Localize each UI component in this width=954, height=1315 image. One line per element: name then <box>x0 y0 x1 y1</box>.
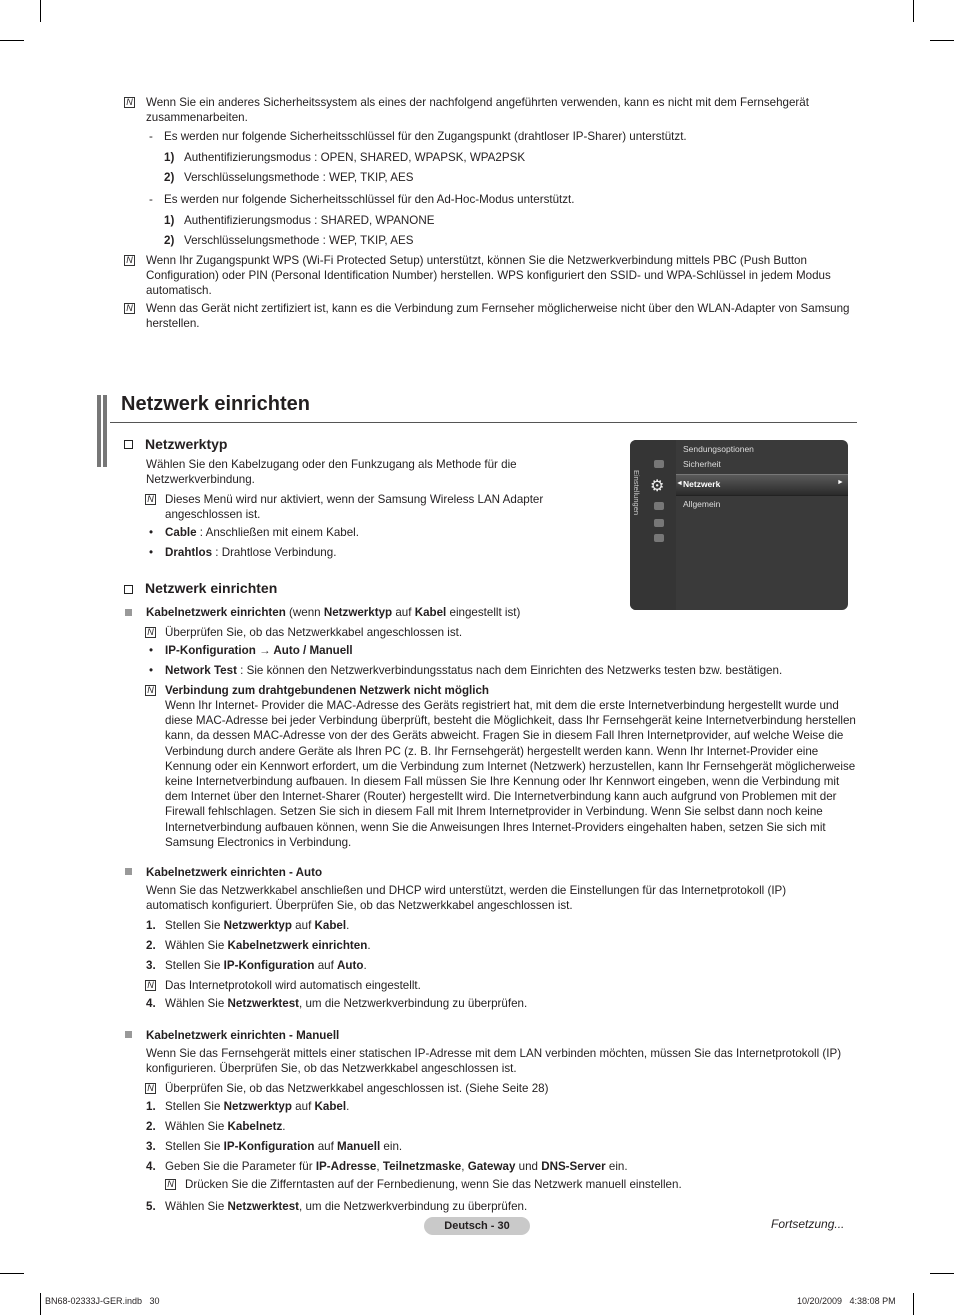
bullet: • <box>149 546 154 559</box>
square-bullet-icon <box>125 609 132 616</box>
title-bar <box>103 395 107 467</box>
dash-text: Es werden nur folgende Sicherheitsschlüssel für den Ad-Hoc-Modus unterstützt. <box>164 193 575 206</box>
crop-mark <box>930 40 954 41</box>
list-text: Authentifizierungsmodus : OPEN, SHARED, WPAPSK, WPA2PSK <box>184 151 526 164</box>
step-text: Wählen Sie Kabelnetzwerk einrichten. <box>165 939 371 952</box>
menu-item-netzwerk[interactable]: Netzwerk <box>683 479 721 489</box>
step-text: Wählen Sie Netzwerktest, um die Netzwerkverbindung zu überprüfen. <box>165 1200 528 1213</box>
note-icon: N <box>124 255 135 266</box>
menu-icon <box>654 502 664 510</box>
crop-mark <box>40 1293 41 1315</box>
note-icon: N <box>145 1083 156 1094</box>
crop-mark <box>913 0 914 22</box>
crop-mark <box>930 1273 954 1274</box>
chevron-left-icon: ◄ <box>676 480 683 487</box>
note-text: Das Internetprotokoll wird automatisch eingestellt. <box>165 979 421 992</box>
bullet-text: Drahtlos : Drahtlose Verbindung. <box>165 546 337 559</box>
timestamp: 10/20/2009 4:38:08 PM <box>797 1296 896 1306</box>
list-number: 1) <box>164 214 175 227</box>
subsection-heading: Netzwerktyp <box>145 436 228 452</box>
square-bullet-icon <box>125 868 132 875</box>
bullet: • <box>149 644 154 657</box>
menu-icon-strip <box>630 440 676 610</box>
menu-item-sendungsoptionen[interactable]: Sendungsoptionen <box>683 444 754 454</box>
kabel-title: Kabelnetzwerk einrichten (wenn Netzwerktyp auf Kabel eingestellt ist) <box>146 606 521 619</box>
paragraph: Wählen Sie den Kabelzugang oder den Funkzugang als Methode für die Netzwerkverbindung. <box>146 458 517 487</box>
step-number: 2. <box>146 1120 156 1133</box>
dash: - <box>149 130 153 143</box>
note-text: Drücken Sie die Zifferntasten auf der Fernbedienung, wenn Sie das Netzwerk manuell einstellen. <box>185 1178 682 1191</box>
step-number: 4. <box>146 997 156 1010</box>
menu-item-allgemein[interactable]: Allgemein <box>683 499 721 509</box>
crop-mark <box>913 1293 914 1315</box>
menu-icon <box>654 534 664 542</box>
note-text: Überprüfen Sie, ob das Netzwerkkabel angeschlossen ist. (Siehe Seite 28) <box>165 1082 549 1095</box>
step-text: Wählen Sie Kabelnetz. <box>165 1120 286 1133</box>
gear-icon: ⚙ <box>650 478 665 495</box>
note-text: Wenn das Gerät nicht zertifiziert ist, kann es die Verbindung zum Fernseher möglicherweise nicht über den WLAN-Adapter von Samsung herstellen. <box>146 302 850 331</box>
crop-mark <box>40 0 41 22</box>
square-bullet-icon <box>125 1031 132 1038</box>
menu-icon <box>654 460 664 468</box>
step-text: Stellen Sie IP-Konfiguration auf Manuell ein. <box>165 1140 403 1153</box>
step-number: 3. <box>146 1140 156 1153</box>
title-bar <box>97 395 101 467</box>
checkbox-bullet-icon <box>124 440 133 449</box>
step-number: 1. <box>146 1100 156 1113</box>
note-icon: N <box>165 1179 176 1190</box>
bullet: • <box>149 526 154 539</box>
list-text: Verschlüsselungsmethode : WEP, TKIP, AES <box>184 234 414 247</box>
dash-text: Es werden nur folgende Sicherheitsschlüssel für den Zugangspunkt (drahtloser IP-Sharer) unterstützt. <box>164 130 687 143</box>
note-icon: N <box>124 97 135 108</box>
procedure-title: Kabelnetzwerk einrichten - Auto <box>146 866 323 879</box>
note-text: Überprüfen Sie, ob das Netzwerkkabel angeschlossen ist. <box>165 626 463 639</box>
paragraph: Wenn Sie das Fernsehgerät mittels einer statischen IP-Adresse mit dem LAN verbinden möchten, müssen Sie das Internetprotokoll (IP) konfigurieren. Überprüfen Sie, ob das Netzwerkkabel angeschlossen ist. <box>146 1047 842 1076</box>
checkbox-bullet-icon <box>124 585 133 594</box>
subsection-heading: Netzwerk einrichten <box>145 580 278 596</box>
note-icon: N <box>145 627 156 638</box>
bullet-text: Network Test : Sie können den Netzwerkverbindungsstatus nach dem Einrichten des Netzwerks testen bzw. bestätigen. <box>165 664 783 677</box>
continued-label: Fortsetzung... <box>771 1217 845 1231</box>
paragraph: Wenn Ihr Internet- Provider die MAC-Adresse des Geräts registriert hat, mit dem die erste Internetverbindung hergestellt wurde und diese MAC-Adresse bei jeder Verbindung überprüft, besteht die Möglichkeit, dass Ihr Fernsehgerät keine Internetverbindung herstellen kann, da dessen MAC-Adresse von der des Geräts abweicht. Fragen Sie in diesem Fall Ihren Internetprovider, auf welche Weise die Verbindung durch andere Geräte als Ihren PC (z. B. Ihr Fernsehgerät) hergestellt werden kann. Wenn Ihr Internet-Provider eine Kennung oder ein Kennwort erfordert, um die Verbindung zum Internet (Netzwerk) herzustellen, kann Ihr Fernsehgerät möglicherweise keine Internetverbindung aufbauen. In diesem Fall müssen Sie Ihre Kennung oder Ihr Kennwort eingeben, wenn die Verbindung mit dem Internet über den Internet-Sharer (Router) hergestellt wird. Die Internetverbindung kann auch aufgrund von Problemen mit der Firewall fehlschlagen. Setzen Sie sich in diesem Fall mit Ihrem Internetprovider in Verbindung. Wenn Sie selbst dann noch keine Internetverbindung aufbauen können, wenn Sie die Anweisungen Ihres Internet-Providers eingehalten haben, setzen Sie sich mit Samsung Electronics in Verbindung. <box>165 699 856 849</box>
note-text: Wenn Ihr Zugangspunkt WPS (Wi-Fi Protected Setup) unterstützt, können Sie die Netzwerkverbindung mittels PBC (Push Button Configuration) oder PIN (Personal Identification Number) herstellen. WPS konfiguriert den SSID- und WPA-Schlüssel in jedem Modus automatisch. <box>146 254 831 298</box>
menu-icon <box>654 519 664 527</box>
menu-side-label: Einstellungen <box>632 470 641 516</box>
note-title: Verbindung zum drahtgebundenen Netzwerk nicht möglich <box>165 684 490 697</box>
note-icon: N <box>124 303 135 314</box>
bullet: • <box>149 664 154 677</box>
note-text: Dieses Menü wird nur aktiviert, wenn der Samsung Wireless LAN Adapter angeschlossen ist. <box>165 493 544 522</box>
list-number: 1) <box>164 151 175 164</box>
page-title: Netzwerk einrichten <box>121 393 310 415</box>
page-number-badge: Deutsch - 30 <box>424 1217 530 1235</box>
note-text: Wenn Sie ein anderes Sicherheitssystem als eines der nachfolgend angeführten verwenden, kann es nicht mit dem Fernsehgerät zusammenarbeiten. <box>146 96 809 125</box>
bullet-text: Cable : Anschließen mit einem Kabel. <box>165 526 359 539</box>
note-icon: N <box>145 685 156 696</box>
step-number: 1. <box>146 919 156 932</box>
step-text: Stellen Sie Netzwerktyp auf Kabel. <box>165 919 350 932</box>
paragraph: Wenn Sie das Netzwerkkabel anschließen und DHCP wird unterstützt, werden die Einstellungen für das Internetprotokoll (IP) automatisch konfiguriert. Überprüfen Sie, ob das Netzwerkkabel angeschlossen ist. <box>146 884 787 913</box>
title-divider <box>110 422 857 423</box>
step-text: Stellen Sie Netzwerktyp auf Kabel. <box>165 1100 350 1113</box>
procedure-title: Kabelnetzwerk einrichten - Manuell <box>146 1029 340 1042</box>
crop-mark <box>0 1273 24 1274</box>
step-number: 5. <box>146 1200 156 1213</box>
chevron-right-icon: ► <box>837 479 844 486</box>
step-text: Stellen Sie IP-Konfiguration auf Auto. <box>165 959 367 972</box>
bullet-text: IP-Konfiguration → Auto / Manuell <box>165 644 353 657</box>
list-number: 2) <box>164 171 175 184</box>
dash: - <box>149 193 153 206</box>
step-text: Wählen Sie Netzwerktest, um die Netzwerkverbindung zu überprüfen. <box>165 997 528 1010</box>
step-number: 3. <box>146 959 156 972</box>
settings-menu-screenshot <box>630 440 848 610</box>
step-text: Geben Sie die Parameter für IP-Adresse, Teilnetzmaske, Gateway und DNS-Server ein. <box>165 1160 628 1173</box>
list-number: 2) <box>164 234 175 247</box>
file-label: BN68-02333J-GER.indb 30 <box>45 1296 160 1306</box>
crop-mark <box>0 40 24 41</box>
note-icon: N <box>145 494 156 505</box>
list-text: Verschlüsselungsmethode : WEP, TKIP, AES <box>184 171 414 184</box>
step-number: 4. <box>146 1160 156 1173</box>
list-text: Authentifizierungsmodus : SHARED, WPANONE <box>184 214 435 227</box>
note-icon: N <box>145 980 156 991</box>
menu-item-sicherheit[interactable]: Sicherheit <box>683 459 721 469</box>
step-number: 2. <box>146 939 156 952</box>
